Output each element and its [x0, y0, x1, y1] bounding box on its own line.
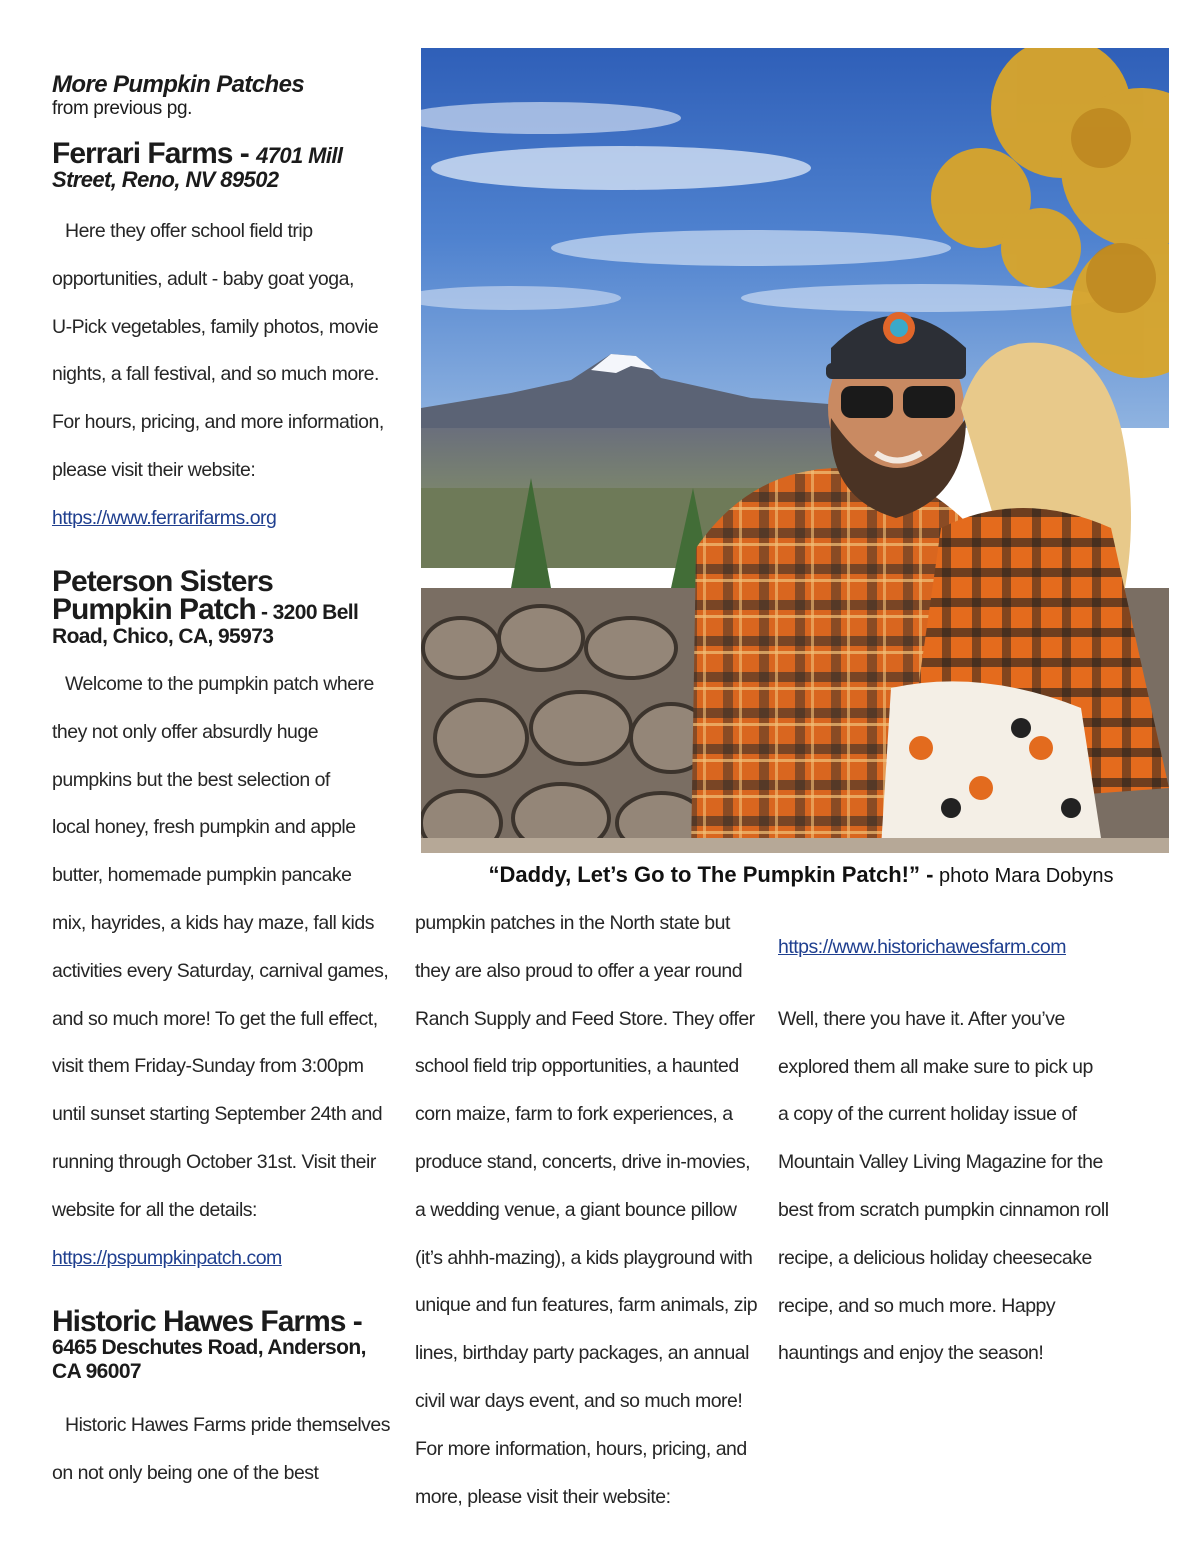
body-line: produce stand, concerts, drive in-movies,	[415, 1150, 750, 1173]
body-line: activities every Saturday, carnival games,	[52, 959, 389, 982]
body-line: lines, birthday party packages, an annual	[415, 1342, 749, 1365]
body-line	[52, 661, 397, 709]
body-line: nights, a fall festival, and so much more.	[52, 363, 379, 386]
body-line: For more information, hours, pricing, and	[415, 1437, 747, 1460]
body-line-text: Welcome to the pumpkin patch where	[65, 673, 374, 695]
body-line: recipe, and so much more. Happy	[778, 1294, 1056, 1317]
body-line: hauntings and enjoy the season!	[778, 1342, 1044, 1365]
peterson-website-link[interactable]: https://pspumpkinpatch.com	[52, 1246, 282, 1269]
body-line: opportunities, adult - baby goat yoga,	[52, 267, 354, 290]
body-line	[52, 1402, 397, 1450]
body-line: and so much more! To get the full effect,	[52, 1007, 378, 1030]
hawes-body	[52, 1402, 397, 1498]
ferrari-address: 4701 Mill Street, Reno, NV 89502	[52, 143, 343, 192]
girl-dress	[881, 681, 1101, 848]
body-line-text: Historic Hawes Farms pride themselves	[65, 1414, 391, 1436]
body-line: (it’s ahhh-mazing), a kids playground with	[415, 1246, 753, 1269]
body-line: mix, hayrides, a kids hay maze, fall kids	[52, 911, 374, 934]
kicker-subtitle: from previous pg.	[52, 98, 192, 119]
ferrari-heading	[52, 137, 392, 192]
body-line: website for all the details:	[52, 1198, 257, 1221]
hawes-address: 6465 Deschutes Road, Anderson, CA 96007	[52, 1336, 366, 1383]
body-line: U-Pick vegetables, family photos, movie	[52, 315, 379, 338]
body-line: more, please visit their website:	[415, 1485, 671, 1508]
body-line: butter, homemade pumpkin pancake	[52, 864, 352, 887]
section-kicker	[52, 72, 392, 120]
body-line: school field trip opportunities, a haunted	[415, 1055, 739, 1078]
hawes-name: Historic Hawes Farms -	[52, 1305, 362, 1338]
body-line: For hours, pricing, and more information,	[52, 411, 384, 434]
body-line: pumpkins but the best selection of	[52, 768, 330, 791]
peterson-heading	[52, 565, 397, 649]
photo-illustration	[421, 48, 1169, 853]
body-line: they not only offer absurdly huge	[52, 720, 319, 743]
ferrari-name: Ferrari Farms -	[52, 137, 257, 170]
body-line: running through October 31st. Visit their	[52, 1150, 376, 1173]
body-line: Well, there you have it. After you’ve	[778, 1007, 1065, 1030]
hawes-website-link[interactable]: https://www.historichawesfarm.com	[778, 936, 1067, 958]
photo-caption	[421, 860, 1181, 891]
peterson-body	[52, 661, 397, 1282]
body-line: Ranch Supply and Feed Store. They offer	[415, 1007, 755, 1030]
body-line: a wedding venue, a giant bounce pillow	[415, 1198, 737, 1221]
kicker-title: More Pumpkin Patches	[52, 71, 305, 98]
caption-credit: photo Mara Dobyns	[933, 865, 1114, 887]
body-line: until sunset starting September 24th and	[52, 1103, 383, 1126]
peterson-address: - 3200 Bell Road, Chico, CA, 95973	[52, 601, 359, 648]
ferrari-body	[52, 208, 392, 543]
body-line	[52, 208, 392, 256]
hawes-heading	[52, 1305, 397, 1384]
paragraph-gap	[778, 972, 1123, 996]
sunglasses	[841, 386, 893, 418]
body-line: they are also proud to offer a year round	[415, 959, 743, 982]
body-line: local honey, fresh pumpkin and apple	[52, 816, 356, 839]
body-line: pumpkin patches in the North state but	[415, 912, 730, 934]
middle-column	[415, 900, 760, 1521]
body-line: corn maize, farm to fork experiences, a	[415, 1103, 733, 1126]
body-line: recipe, a delicious holiday cheesecake	[778, 1246, 1092, 1269]
body-line: unique and fun features, farm animals, zip	[415, 1294, 758, 1317]
caption-title: “Daddy, Let’s Go to The Pumpkin Patch!” -	[488, 862, 934, 887]
peterson-name: Peterson Sisters Pumpkin Patch	[52, 565, 273, 626]
body-line: best from scratch pumpkin cinnamon roll	[778, 1198, 1109, 1221]
body-line: visit them Friday-Sunday from 3:00pm	[52, 1055, 364, 1078]
body-line: explored them all make sure to pick up	[778, 1055, 1093, 1078]
right-column	[778, 924, 1123, 1378]
body-line: please visit their website:	[52, 458, 256, 481]
body-line: civil war days event, and so much more!	[415, 1389, 743, 1412]
ferrari-website-link[interactable]: https://www.ferrarifarms.org	[52, 506, 277, 529]
feature-photo	[421, 48, 1169, 853]
body-line: on not only being one of the best	[52, 1461, 319, 1484]
body-line: Mountain Valley Living Magazine for the	[778, 1151, 1103, 1174]
body-line: a copy of the current holiday issue of	[778, 1103, 1077, 1126]
left-column	[52, 71, 392, 1484]
body-line-text: Here they offer school field trip	[65, 220, 313, 242]
